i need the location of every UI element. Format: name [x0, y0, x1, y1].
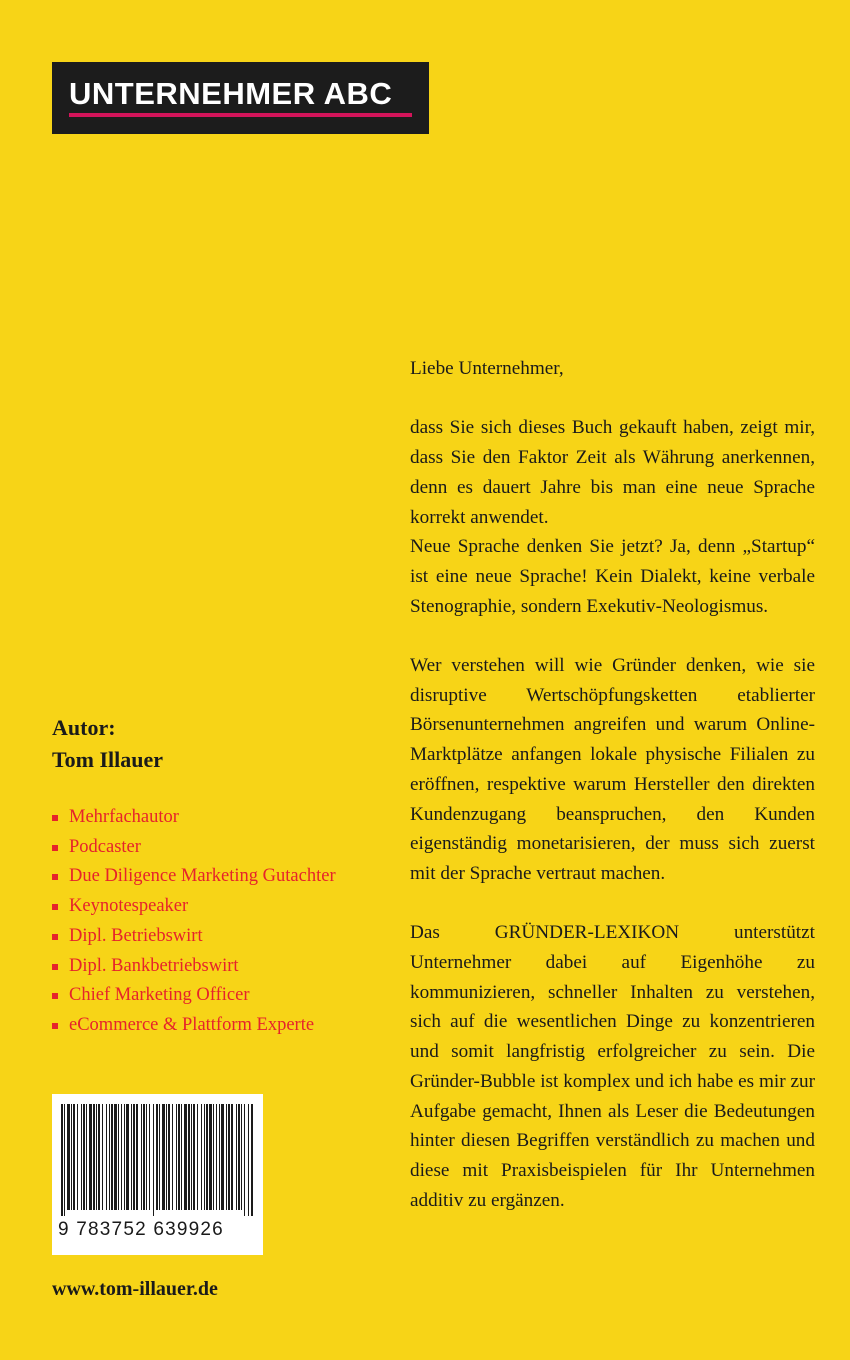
barcode-bar [124, 1104, 125, 1210]
barcode-bar [111, 1104, 113, 1210]
barcode-bar [248, 1104, 249, 1216]
barcode-bar [143, 1104, 145, 1210]
barcode-bar [184, 1104, 187, 1210]
author-role-label: eCommerce & Plattform Experte [69, 1014, 315, 1035]
barcode-bar [162, 1104, 165, 1210]
barcode-bar [77, 1104, 78, 1210]
author-role [52, 862, 336, 892]
barcode-bar [228, 1104, 230, 1210]
barcode-bar [106, 1104, 107, 1210]
series-badge [52, 62, 429, 134]
author-label: Autor: [52, 715, 116, 740]
letter-greeting: Liebe Unternehmer, [410, 358, 564, 379]
barcode-bar [238, 1104, 240, 1210]
barcode-bar [206, 1104, 208, 1210]
author-website: www.tom-illauer.de [52, 1278, 218, 1300]
barcode-bar [241, 1104, 242, 1210]
barcode-bar [121, 1104, 122, 1210]
barcode-bar [93, 1104, 95, 1210]
barcode-bar [67, 1104, 70, 1210]
author-role [52, 1011, 336, 1041]
barcode-bar [118, 1104, 119, 1210]
author-role [52, 922, 336, 952]
barcode-bar [96, 1104, 97, 1210]
author-role-label: Dipl. Betriebswirt [69, 925, 203, 946]
barcode-bar [146, 1104, 147, 1210]
barcode-bar [216, 1104, 217, 1210]
barcode-bar [71, 1104, 72, 1210]
barcode-bar [86, 1104, 87, 1210]
barcode-bar [244, 1104, 245, 1216]
barcode-bar [172, 1104, 173, 1210]
bullet-icon [52, 815, 58, 821]
letter-paragraph-1a: dass Sie sich dieses Buch gekauft haben, zeigt mir, dass Sie den Faktor Zeit als Währung anerkennen, denn es dauert Jahre bis man eine neue Sprache korrekt anwendet. [410, 417, 815, 528]
author-role [52, 892, 336, 922]
author-role-label: Chief Marketing Officer [69, 985, 250, 1006]
barcode-bar [149, 1104, 150, 1210]
bullet-icon [52, 845, 58, 851]
barcode-bar [98, 1104, 100, 1210]
barcode-bar [221, 1104, 224, 1210]
author-role-label: Mehrfachautor [69, 807, 179, 827]
series-title-underline [69, 113, 412, 117]
barcode-bar [61, 1104, 63, 1216]
author-roles-list [52, 803, 336, 1041]
barcode-bar [201, 1104, 202, 1210]
author-role [52, 803, 336, 833]
barcode-bar [159, 1104, 160, 1210]
barcode-bar [166, 1104, 167, 1210]
barcode-bar [81, 1104, 82, 1210]
barcode-bar [156, 1104, 158, 1210]
letter-paragraph-2: Wer verstehen will wie Gründer denken, wie sie disruptive Wertschöpfungsketten etablierter Börsenunternehmen angreifen und warum Online-Marktplätze anfangen lokale physische Filialen zu eröffnen, respektive warum Hersteller den direkten Kundenzugang beanspruchen, den Kunden eigenständig monetarisieren, der muss sich zuerst mit der Sprache vertraut machen. [410, 655, 815, 884]
barcode-bar [141, 1104, 142, 1210]
barcode-bar [102, 1104, 103, 1210]
bullet-icon [52, 993, 58, 999]
bullet-icon [52, 904, 58, 910]
author-name: Tom Illauer [52, 747, 164, 772]
barcode-bar [131, 1104, 132, 1210]
barcode-bar [231, 1104, 233, 1210]
back-cover-letter [410, 354, 815, 1215]
author-role [52, 833, 336, 863]
author-block [52, 712, 163, 776]
barcode-bar [193, 1104, 195, 1210]
isbn-barcode [52, 1094, 263, 1255]
barcode-bar [114, 1104, 117, 1210]
barcode-bar [176, 1104, 177, 1210]
barcode-bar [236, 1104, 237, 1210]
barcode-bar [197, 1104, 198, 1210]
barcode-bar [219, 1104, 220, 1210]
barcode-bar [204, 1104, 205, 1210]
author-role [52, 952, 336, 982]
series-title: UNTERNEHMER ABC [69, 76, 393, 111]
barcode-bar [133, 1104, 135, 1210]
barcode-bar [188, 1104, 190, 1210]
bullet-icon [52, 934, 58, 940]
bullet-icon [52, 964, 58, 970]
author-role-label: Due Diligence Marketing Gutachter [69, 866, 336, 887]
barcode-bar [83, 1104, 85, 1210]
barcode-bar [109, 1104, 110, 1210]
barcode-bar [191, 1104, 192, 1210]
author-role-label: Dipl. Bankbetriebswirt [69, 955, 239, 976]
author-role-label: Podcaster [69, 836, 141, 857]
barcode-bar [168, 1104, 170, 1210]
barcode-bar [64, 1104, 65, 1216]
barcode-bar [181, 1104, 182, 1210]
author-role [52, 981, 336, 1011]
barcode-bar [89, 1104, 92, 1210]
barcode-bar [209, 1104, 212, 1210]
bullet-icon [52, 1023, 58, 1029]
isbn-number: 9 783752 639926 [58, 1219, 224, 1240]
bullet-icon [52, 874, 58, 880]
barcode-bar [178, 1104, 180, 1210]
barcode-bar [153, 1104, 154, 1216]
barcode-bar [126, 1104, 129, 1210]
barcode-bar [213, 1104, 214, 1210]
barcode-bar [226, 1104, 227, 1210]
barcode-bar [73, 1104, 75, 1210]
author-role-label: Keynotespeaker [69, 896, 189, 917]
letter-paragraph-3: Das GRÜNDER-LEXIKON unterstützt Unternehmer dabei auf Eigenhöhe zu kommunizieren, schneller Inhalten zu verstehen, sich auf die wesentlichen Dinge zu konzentrieren und somit langfristig erfolgreicher zu sein. Die Gründer-Bubble ist komplex und ich habe es mir zur Aufgabe gemacht, Ihnen als Leser die Bedeutungen hinter diesen Begriffen verständlich zu machen und diese mit Praxisbeispielen für Ihr Unternehmen additiv zu ergänzen. [410, 922, 815, 1211]
letter-paragraph-1b: Neue Sprache denken Sie jetzt? Ja, denn „Startup“ ist eine neue Sprache! Kein Dialekt, keine verbale Stenographie, sondern Exekutiv-Neologismus. [410, 536, 815, 617]
barcode-bar [251, 1104, 253, 1216]
barcode-bar [136, 1104, 138, 1210]
